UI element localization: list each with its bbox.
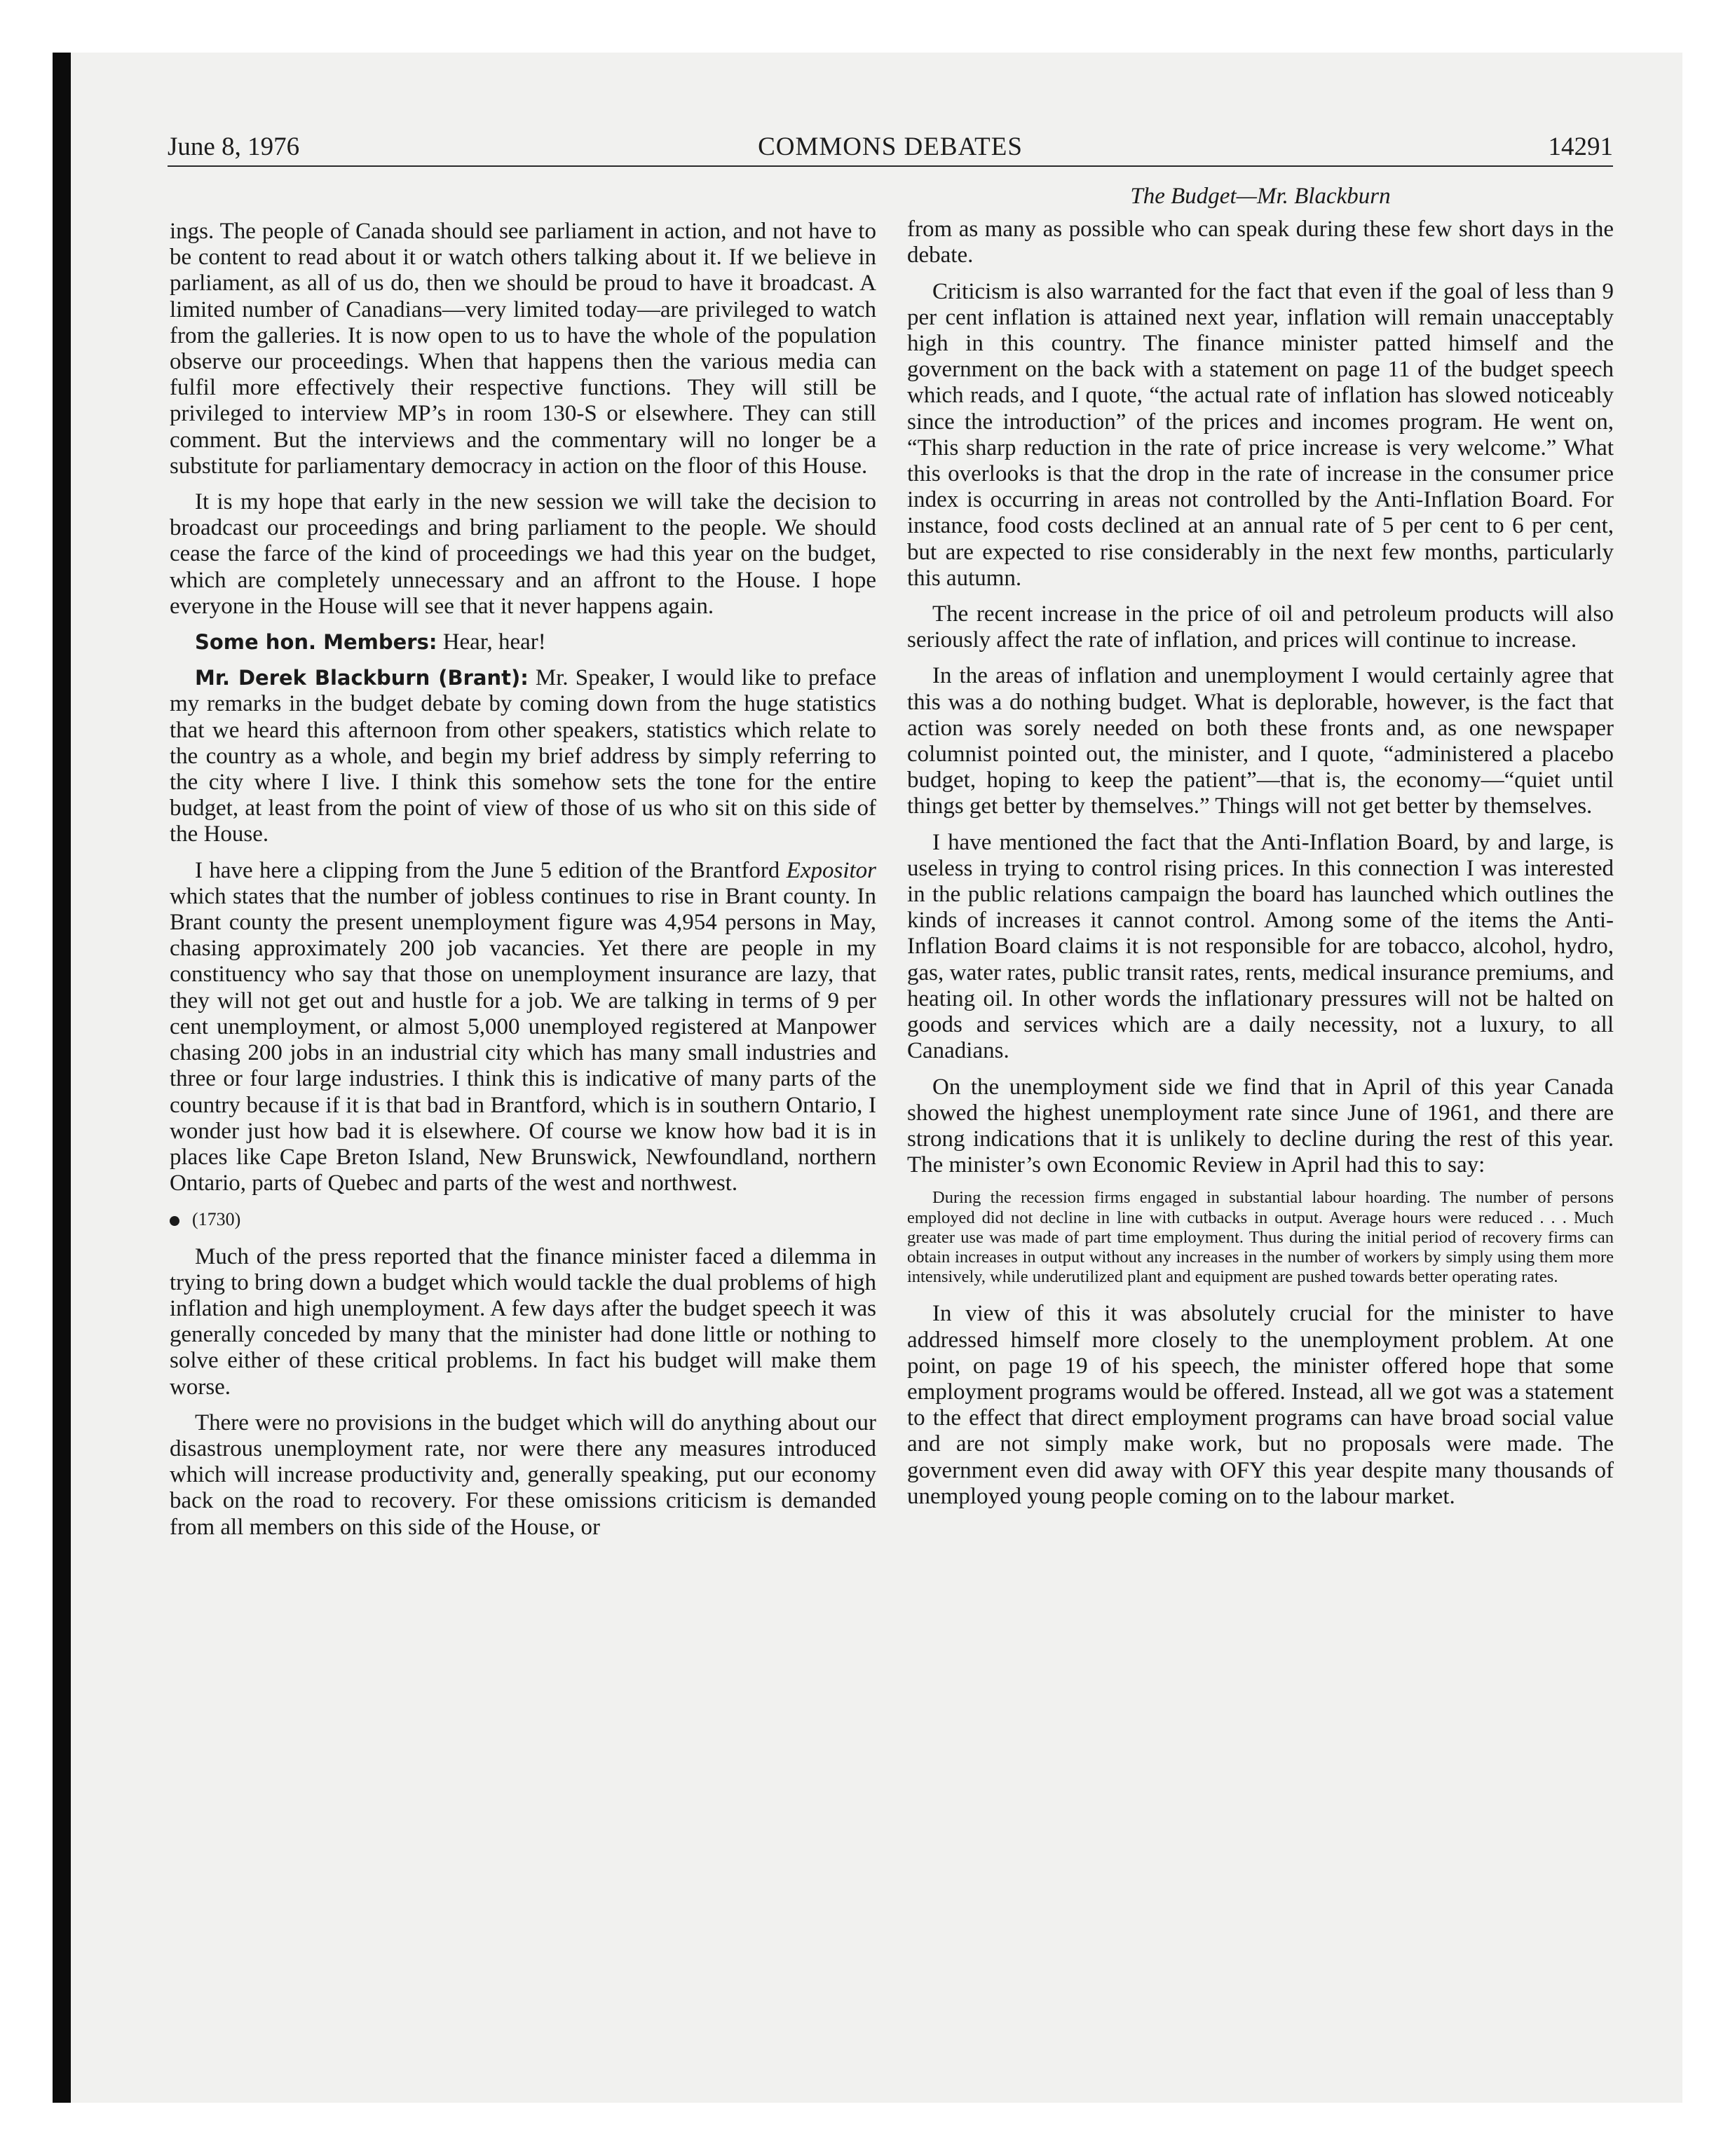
paragraph: Criticism is also warranted for the fact that even if the goal of less than 9 per cent inflation is attained next year, inflation will remain unacceptably high in this country. The finance minister patted himself and the government on the back with a statement on page 11 of the budget speech which reads, and I quote, “the actual rate of inflation has slowed noticeably since the introduction” of the prices and incomes program. He went on, “This sharp reduction in the rate of price increase is very welcome.” What this overlooks is that the drop in the rate of increase in the consumer price index is occurring in areas not controlled by the Anti-Inflation Board. For instance, food costs declined at an annual rate of 5 per cent to 6 per cent, but are expected to rise considerably in the next few months, particularly this autumn.	[907, 278, 1614, 591]
paragraph: Much of the press reported that the finance minister faced a dilemma in trying to bring down a budget which would tackle the dual problems of high inflation and high unemployment. A few days after the budget speech it was generally conceded by many that the minister had done little or nothing to solve either of these critical problems. In fact his budget will make them worse.	[170, 1243, 876, 1400]
publication-title: COMMONS DEBATES	[758, 132, 1023, 161]
paragraph: In the areas of inflation and unemployment I would certainly agree that this was a do nothing budget. What is deplorable, however, is the fact that action was sorely needed on both these fronts and, as one newspaper columnist pointed out, the minister, and I quote, “administered a placebo budget, hoping to keep the patient”—that is, the economy—“quiet until things get better by themselves.” Things will not get better by themselves.	[907, 663, 1614, 819]
paragraph: from as many as possible who can speak during these few short days in the debate.	[907, 217, 1614, 268]
time-marker-label: (1730)	[192, 1209, 241, 1230]
paragraph: The recent increase in the price of oil and petroleum products will also seriously affect the rate of inflation, and prices will continue to increase.	[907, 601, 1614, 653]
page-header	[168, 126, 1613, 165]
time-marker	[170, 1206, 876, 1232]
speaker-name: Mr. Derek Blackburn (Brant):	[195, 666, 529, 690]
interjection-text: Hear, hear!	[437, 629, 546, 655]
paragraph-text: which states that the number of jobless continues to rise in Brant county. In Brant county the present unemployment figure was 4,954 persons in May, chasing approximately 200 job vacancies. Yet there are people in my constituency who say that those on unemployment insurance are lazy, that they will not get out and hustle for a job. We are talking in terms of 9 per cent unemployment, or almost 5,000 unemployed registered at Manpower chasing 200 jobs in an industrial city which has many small industries and three or four large industries. I think this is indicative of many parts of the country because if it is that bad in Brantford, which is in southern Ontario, I wonder just how bad it is elsewhere. Of course we know how bad it is in places like Cape Breton Island, New Brunswick, Newfoundland, northern Ontario, parts of Quebec and parts of the west and northwest.	[170, 883, 876, 1196]
paragraph: I have mentioned the fact that the Anti-Inflation Board, by and large, is useless in trying to control rising prices. In this connection I was interested in the public relations campaign the board has launched which outlines the kinds of increases it cannot control. Among some of the items the Anti-Inflation Board claims it is not responsible for are tobacco, alcohol, hydro, gas, water rates, public transit rates, rents, medical insurance premiums, and heating oil. In other words the inflationary pressures will not be halted on goods and services which are a daily necessity, not a luxury, to all Canadians.	[907, 829, 1614, 1064]
paragraph-text: I have here a clipping from the June 5 edition of the Brantford	[195, 857, 787, 883]
paragraph: On the unemployment side we find that in April of this year Canada showed the highest unemployment rate since June of 1961, and there are strong indications that it is unlikely to decline during the rest of this year. The minister’s own Economic Review in April had this to say:	[907, 1074, 1614, 1178]
newspaper-name: Expositor	[786, 857, 876, 883]
paragraph: There were no provisions in the budget which will do anything about our disastrous unemployment rate, nor were there any measures introduced which will increase productivity and, generally speaking, put our economy back on the road to recovery. For these omissions criticism is demanded from all members on this side of the House, or	[170, 1410, 876, 1540]
paragraph: In view of this it was absolutely crucial for the minister to have addressed himself more closely to the unemployment problem. At one point, on page 19 of his speech, the minister offered hope that some employment programs would be offered. Instead, all we got was a statement to the effect that direct employment programs can have broad social value and are not simply make work, but no proposals were made. The government even did away with OFY this year despite many thousands of unemployed young people coming on to the labour market.	[907, 1301, 1614, 1509]
header-rule	[168, 165, 1613, 167]
paragraph: ings. The people of Canada should see parliament in action, and not have to be content to read about it or watch others talking about it. If we believe in parliament, as all of us do, then we should be proud to have it broadcast. A limited number of Canadians—very limited today—are privileged to watch from the galleries. It is now open to us to have the whole of the population observe our proceedings. When that happens then the various media can fulfil more effectively their respective functions. They will still be privileged to interview MP’s in room 130-S or elsewhere. They can still comment. But the interviews and the commentary will no longer be a substitute for parliamentary democracy in action on the floor of this House.	[170, 219, 876, 479]
speech-opening	[170, 665, 876, 847]
left-column	[170, 219, 876, 1550]
speech-text: Mr. Speaker, I would like to preface my remarks in the budget debate by coming down from the huge statistics that we heard this afternoon from other speakers, statistics which relate to the country as a whole, and begin my brief address by simply referring to the city where I live. I think this somehow sets the tone for the entire budget, at least from the point of view of those of us who sit on this side of the House.	[170, 665, 877, 847]
right-column	[907, 184, 1614, 1520]
page-number: 14291	[1548, 132, 1613, 161]
running-head: The Budget—Mr. Blackburn	[1130, 184, 1391, 209]
bullet-icon	[170, 1216, 179, 1226]
interjection	[170, 629, 876, 655]
page-date: June 8, 1976	[168, 132, 300, 161]
block-quote: During the recession firms engaged in substantial labour hoarding. The number of persons employed did not decline in line with cutbacks in output. Average hours were reduced . . . Much greater use was made of part time employment. Thus during the initial period of recovery firms can obtain increases in output without any increases in the number of workers by simply using them more intensively, while underutilized plant and equipment are pushed towards better operating rates.	[907, 1188, 1614, 1287]
speaker-name: Some hon. Members:	[195, 630, 437, 655]
paragraph	[170, 858, 876, 1197]
binding-edge	[53, 53, 71, 2103]
paragraph: It is my hope that early in the new session we will take the decision to broadcast our proceedings and bring parliament to the people. We should cease the farce of the kind of proceedings we had this year on the budget, which are completely unnecessary and an affront to the House. I hope everyone in the House will see that it never happens again.	[170, 489, 876, 619]
